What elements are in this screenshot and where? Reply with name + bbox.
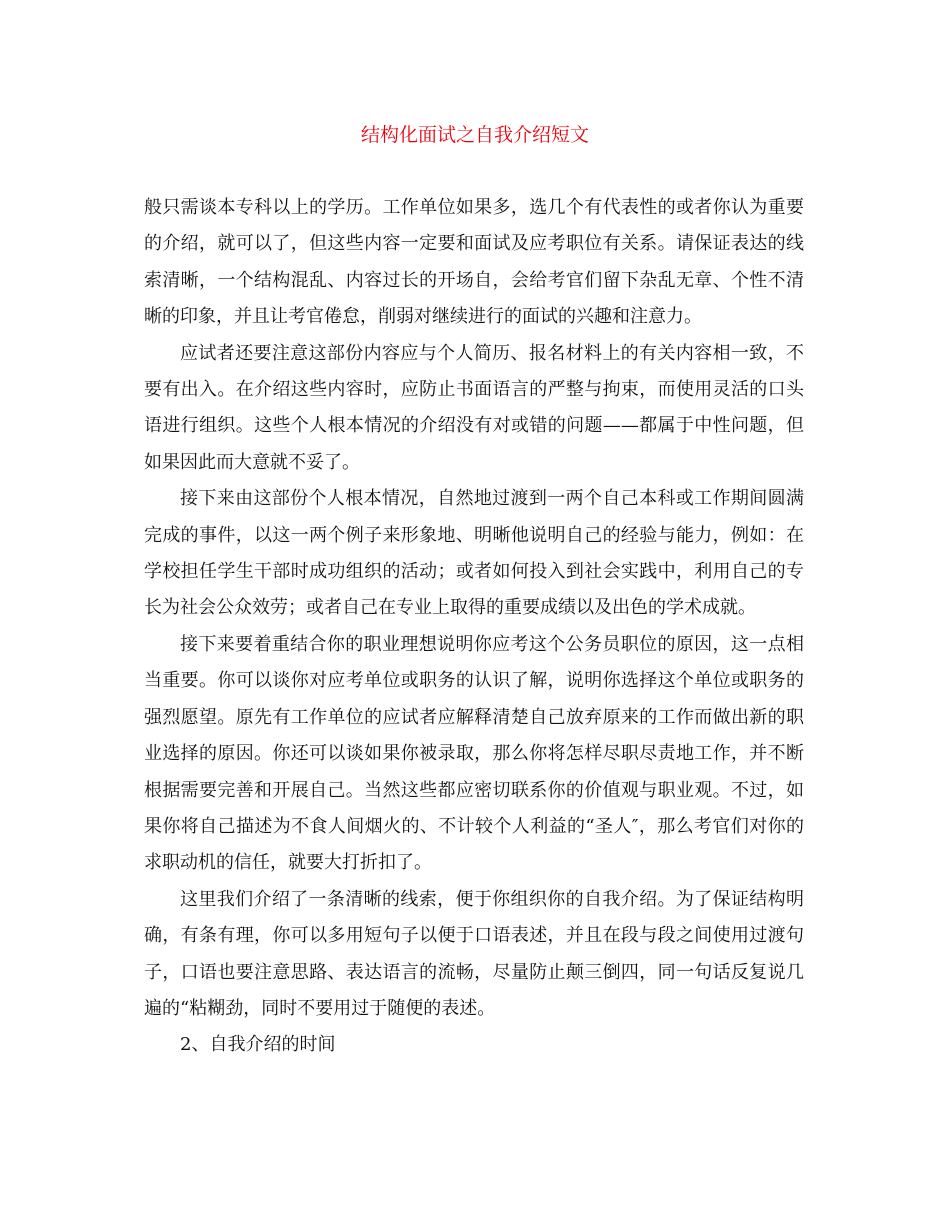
paragraph-4: 接下来要着重结合你的职业理想说明你应考这个公务员职位的原因，这一点相当重要。你可以谈你对应考单位或职务的认识了解，说明你选择这个单位或职务的强烈愿望。原先有工作单位的应试者应解释清楚自己放弃原来的工作而做出新的职业选择的原因。你还可以谈如果你被录取，那么你将怎样尽职尽责地工作，并不断根据需要完善和开展自己。当然这些都应密切联系你的价值观与职业观。不过，如果你将自己描述为不食人间烟火的、不计较个人利益的“圣人″，那么考官们对你的求职动机的信任，就要大打折扣了。: [144, 633, 804, 874]
paragraph-3: 接下来由这部份个人根本情况，自然地过渡到一两个自己本科或工作期间圆满完成的事件，以这一两个例子来形象地、明晰他说明自己的经验与能力，例如：在学校担任学生干部时成功组织的活动；或者如何投入到社会实践中，利用自己的专长为社会公众效劳；或者自己在专业上取得的重要成绩以及出色的学术成就。: [144, 488, 804, 619]
section-heading-self-intro-time: 2、自我介绍的时间: [180, 1034, 336, 1056]
document-body: [144, 190, 804, 1064]
paragraph-2: 应试者还要注意这部份内容应与个人简历、报名材料上的有关内容相一致，不要有出入。在介绍这些内容时，应防止书面语言的严整与拘束，而使用灵活的口头语进行组织。这些个人根本情况的介绍没有对或错的问题——都属于中性问题，但如果因此而大意就不妥了。: [144, 342, 804, 473]
paragraph-1: 般只需谈本专科以上的学历。工作单位如果多，选几个有代表性的或者你认为重要的介绍，就可以了，但这些内容一定要和面试及应考职位有关系。请保证表达的线索清晰，一个结构混乱、内容过长的开场自，会给考官们留下杂乱无章、个性不清晰的印象，并且让考官倦怠，削弱对继续进行的面试的兴趣和注意力。: [144, 197, 804, 328]
document-title: 结构化面试之自我介绍短文: [360, 124, 589, 146]
paragraph-5: 这里我们介绍了一条清晰的线索，便于你组织你的自我介绍。为了保证结构明确，有条有理，你可以多用短句子以便于口语表述，并且在段与段之间使用过渡句子，口语也要注意思路、表达语言的流畅，尽量防止颠三倒四，同一句话反复说几遍的“粘糊劲，同时不要用过于随便的表述。: [144, 888, 804, 1019]
